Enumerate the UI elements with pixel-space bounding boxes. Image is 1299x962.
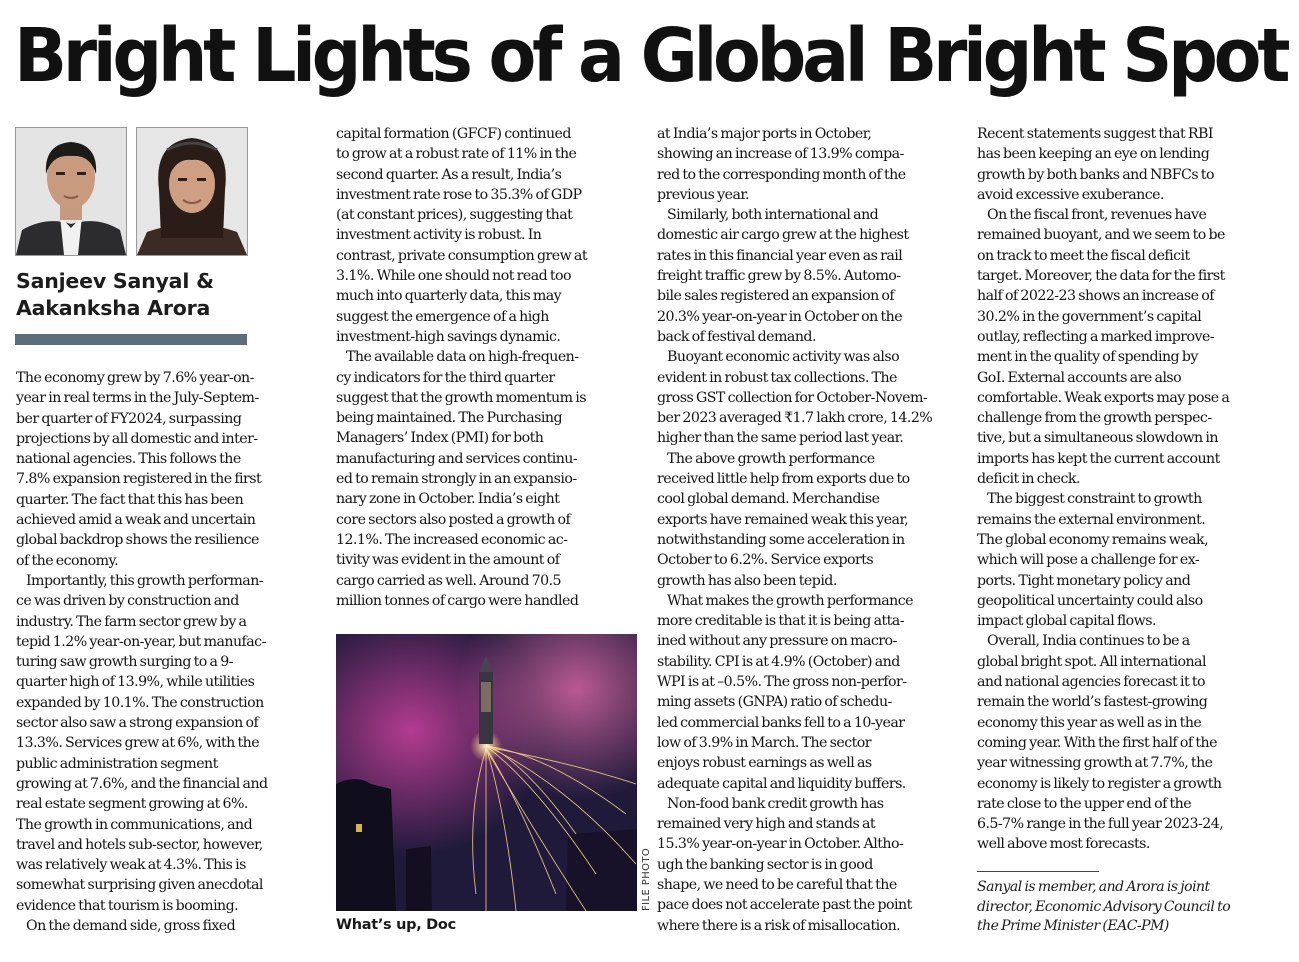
article-line: notwithstanding some acceleration in xyxy=(657,531,905,548)
article-line: Buoyant economic activity was also xyxy=(667,349,900,366)
article-line: turing saw growth surging to a 9- xyxy=(16,654,233,671)
article-line: where there is a risk of misallocation. xyxy=(657,917,901,934)
article-line: suggest the emergence of a high xyxy=(336,308,549,325)
article-line: global backdrop shows the resilience xyxy=(16,532,259,549)
article-line: What makes the growth performance xyxy=(667,592,914,609)
article-line: 7.8% expansion registered in the first xyxy=(16,471,262,488)
article-line: projections by all domestic and inter- xyxy=(16,430,258,447)
article-line: and national agencies forecast it to xyxy=(977,674,1206,691)
article-line: 13.3%. Services grew at 6%, with the xyxy=(16,735,260,752)
article-column-4 xyxy=(977,124,1277,855)
article-line: 20.3% year-on-year in October on the xyxy=(657,308,903,325)
article-line: exports have remained weak this year, xyxy=(657,511,909,528)
article-line: ined without any pressure on macro- xyxy=(657,633,897,650)
article-line: expanded by 10.1%. The construction xyxy=(16,694,264,711)
article-line: avoid excessive exuberance. xyxy=(977,186,1164,203)
article-line: ming assets (GNPA) ratio of schedu- xyxy=(657,694,892,711)
article-line: imports has kept the current account xyxy=(977,450,1220,467)
article-line: quarter. The fact that this has been xyxy=(16,491,244,508)
article-column-2 xyxy=(336,124,639,611)
article-line: suggest that the growth momentum is xyxy=(336,389,586,406)
article-line: industry. The farm sector grew by a xyxy=(16,613,247,630)
article-line: ber 2023 averaged ₹1.7 lakh crore, 14.2% xyxy=(657,410,933,427)
author-photo-sanyal xyxy=(15,127,127,256)
article-line: low of 3.9% in March. The sector xyxy=(657,734,871,751)
article-line: deficit in check. xyxy=(977,471,1080,488)
article-line: The above growth performance xyxy=(667,450,875,467)
article-line: remained buoyant, and we seem to be xyxy=(977,227,1225,244)
fireworks-photo xyxy=(336,634,637,911)
article-line: Recent statements suggest that RBI xyxy=(977,126,1213,142)
byline xyxy=(16,268,246,322)
article-line: The available data on high-frequen- xyxy=(346,349,579,366)
article-line: achieved amid a weak and uncertain xyxy=(16,512,256,529)
article-line: sector also saw a strong expansion of xyxy=(16,715,259,732)
article-line: real estate segment growing at 6%. xyxy=(16,796,248,813)
author-note xyxy=(977,878,1282,937)
article-line: capital formation (GFCF) continued xyxy=(336,126,571,142)
article-line: much into quarterly data, this may xyxy=(336,288,562,305)
article-line: outlay, reflecting a marked improve- xyxy=(977,328,1215,345)
article-line: On the fiscal front, revenues have xyxy=(987,207,1207,224)
article-line: cargo carried as well. Around 70.5 xyxy=(336,572,562,589)
article-line: on track to meet the fiscal deficit xyxy=(977,247,1190,264)
article-line: ber quarter of FY2024, surpassing xyxy=(16,410,242,427)
accent-rule xyxy=(15,334,247,345)
article-line: national agencies. This follows the xyxy=(16,451,241,468)
article-line: economy this year as well as in the xyxy=(977,714,1202,731)
article-line: was relatively weak at 4.3%. This is xyxy=(16,857,246,874)
article-line: remain the world’s fastest-growing xyxy=(977,694,1208,711)
article-line: economy is likely to register a growth xyxy=(977,775,1222,792)
article-line: 12.1%. The increased economic ac- xyxy=(336,531,568,548)
article-line: quarter high of 13.9%, while utilities xyxy=(16,674,255,691)
article-line: 15.3% year-on-year in October. Altho- xyxy=(657,836,904,853)
article-line: ports. Tight monetary policy and xyxy=(977,572,1191,589)
article-line: growth has also been tepid. xyxy=(657,572,837,589)
article-line: ed to remain strongly in an expansio- xyxy=(336,471,577,488)
article-line: On the demand side, gross fixed xyxy=(26,918,236,935)
article-line: well above most forecasts. xyxy=(977,836,1150,853)
article-line: investment-high savings dynamic. xyxy=(336,328,561,345)
article-line: second quarter. As a result, India’s xyxy=(336,166,562,183)
article-line: investment activity is robust. In xyxy=(336,227,542,244)
article-line: Overall, India continues to be a xyxy=(987,633,1190,650)
article-line: half of 2022-23 shows an increase of xyxy=(977,288,1214,305)
article-line: core sectors also posted a growth of xyxy=(336,511,571,528)
article-line: to grow at a robust rate of 11% in the xyxy=(336,146,577,163)
article-line: led commercial banks fell to a 10-year xyxy=(657,714,905,731)
article-line: growing at 7.6%, and the financial and xyxy=(16,775,268,792)
article-line: The global economy remains weak, xyxy=(977,531,1209,548)
article-line: which will pose a challenge for ex- xyxy=(977,552,1200,569)
article-line: year witnessing growth at 7.7%, the xyxy=(977,755,1213,772)
article-line: gross GST collection for October-Novem- xyxy=(657,389,928,406)
headline: Bright Lights of a Global Bright Spot xyxy=(14,13,1287,99)
article-line: Non-food bank credit growth has xyxy=(667,795,884,812)
article-line: Managers’ Index (PMI) for both xyxy=(336,430,544,447)
article-line: somewhat surprising given anecdotal xyxy=(16,877,263,894)
author-note-line: Sanyal is member, and Arora is joint xyxy=(977,879,1210,895)
byline-line-1: Sanjeev Sanyal & xyxy=(16,269,214,293)
article-line: ugh the banking sector is in good xyxy=(657,856,873,873)
article-line: ment in the quality of spending by xyxy=(977,349,1198,366)
article-line: shape, we need to be careful that the xyxy=(657,876,897,893)
author-note-line: the Prime Minister (EAC-PM) xyxy=(977,918,1169,935)
article-line: 30.2% in the government’s capital xyxy=(977,308,1202,325)
article-line: freight traffic grew by 8.5%. Automo- xyxy=(657,268,901,285)
article-line: nary zone in October. India’s eight xyxy=(336,491,560,508)
article-line: has been keeping an eye on lending xyxy=(977,146,1210,163)
article-line: coming year. With the first half of the xyxy=(977,734,1217,751)
article-line: geopolitical uncertainty could also xyxy=(977,592,1203,609)
article-line: cy indicators for the third quarter xyxy=(336,369,555,386)
article-line: The economy grew by 7.6% year-on- xyxy=(16,370,254,386)
article-line: domestic air cargo grew at the highest xyxy=(657,227,909,244)
article-line: remained very high and stands at xyxy=(657,816,876,833)
article-line: public administration segment xyxy=(16,755,218,772)
article-line: million tonnes of cargo were handled xyxy=(336,592,579,609)
article-column-3 xyxy=(657,124,957,936)
article-line: received little help from exports due to xyxy=(657,471,910,488)
author-photo-arora xyxy=(136,127,248,256)
article-line: Similarly, both international and xyxy=(667,207,879,224)
photo-caption: What’s up, Doc xyxy=(336,917,456,933)
article-line: evidence that tourism is booming. xyxy=(16,897,239,914)
article-line: previous year. xyxy=(657,186,749,203)
article-line: travel and hotels sub-sector, however, xyxy=(16,836,263,853)
article-line: remains the external environment. xyxy=(977,511,1206,528)
article-line: global bright spot. All international xyxy=(977,653,1206,670)
article-line: enjoys robust earnings as well as xyxy=(657,755,872,772)
article-line: back of festival demand. xyxy=(657,328,816,345)
article-line: target. Moreover, the data for the first xyxy=(977,268,1225,285)
article-line: stability. CPI is at 4.9% (October) and xyxy=(657,653,900,670)
article-line: evident in robust tax collections. The xyxy=(657,369,897,386)
article-line: tivity was evident in the amount of xyxy=(336,552,560,569)
article-line: challenge from the growth perspec- xyxy=(977,410,1212,427)
article-line: ce was driven by construction and xyxy=(16,593,239,610)
article-line: Importantly, this growth performan- xyxy=(26,572,264,589)
article-line: impact global capital flows. xyxy=(977,613,1156,630)
article-line: growth by both banks and NBFCs to xyxy=(977,166,1214,183)
article-line: rate close to the upper end of the xyxy=(977,795,1192,812)
photo-credit: FILE PHOTO xyxy=(641,847,652,911)
byline-line-2: Aakanksha Arora xyxy=(16,296,211,320)
article-line: showing an increase of 13.9% compa- xyxy=(657,146,904,163)
article-line: October to 6.2%. Service exports xyxy=(657,552,874,569)
article-line: year in real terms in the July-Septem- xyxy=(16,390,259,407)
article-line: being maintained. The Purchasing xyxy=(336,410,563,427)
author-note-line: director, Economic Advisory Council to xyxy=(977,898,1231,915)
article-line: comfortable. Weak exports may pose a xyxy=(977,389,1230,406)
article-line: WPI is at –0.5%. The gross non-perfor- xyxy=(657,674,907,691)
article-line: red to the corresponding month of the xyxy=(657,166,906,183)
article-line: tepid 1.2% year-on-year, but manufac- xyxy=(16,633,266,650)
article-column-1 xyxy=(16,368,316,936)
article-line: 3.1%. While one should not read too xyxy=(336,268,572,285)
article-line: more creditable is that it is being atta- xyxy=(657,613,904,630)
article-line: pace does not accelerate past the point xyxy=(657,897,912,914)
article-line: contrast, private consumption grew at xyxy=(336,247,587,264)
article-line: The growth in communications, and xyxy=(16,816,253,833)
article-line: at India’s major ports in October, xyxy=(657,126,872,142)
article-line: (at constant prices), suggesting that xyxy=(336,207,573,224)
article-line: manufacturing and services continu- xyxy=(336,450,578,467)
article-line: rates in this financial year even as rail xyxy=(657,247,903,264)
article-line: adequate capital and liquidity buffers. xyxy=(657,775,906,792)
article-line: cool global demand. Merchandise xyxy=(657,491,880,508)
note-divider xyxy=(977,871,1099,872)
article-line: bile sales registered an expansion of xyxy=(657,288,895,305)
article-line: The biggest constraint to growth xyxy=(987,491,1202,508)
article-line: investment rate rose to 35.3% of GDP xyxy=(336,186,582,203)
article-line: of the economy. xyxy=(16,552,119,569)
article-line: higher than the same period last year. xyxy=(657,430,904,447)
article-line: tive, but a simultaneous slowdown in xyxy=(977,430,1218,447)
article-line: GoI. External accounts are also xyxy=(977,369,1182,386)
article-line: 6.5-7% range in the full year 2023-24, xyxy=(977,816,1224,833)
